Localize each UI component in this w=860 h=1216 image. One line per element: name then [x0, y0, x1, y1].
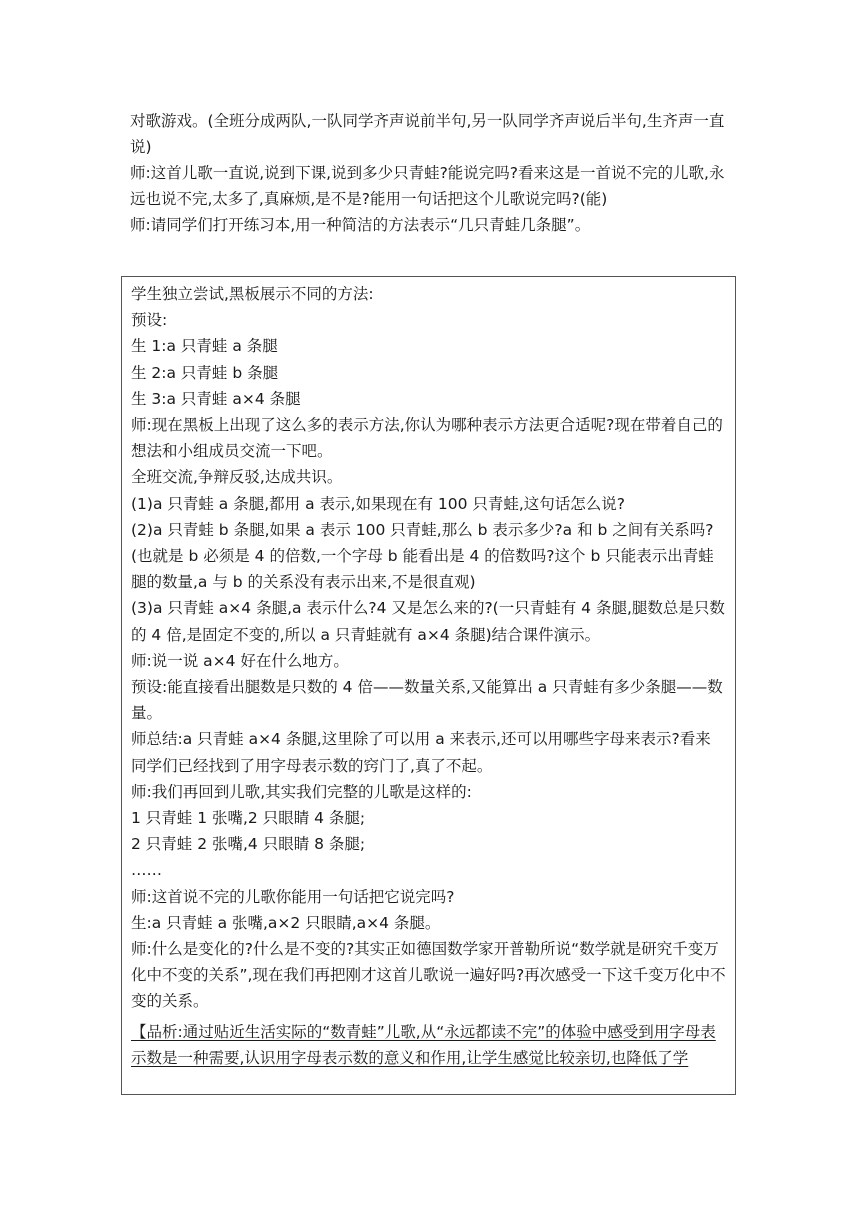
box-line: (1)a 只青蛙 a 条腿,都用 a 表示,如果现在有 100 只青蛙,这句话怎么说?: [131, 494, 626, 513]
box-line: 生 3:a 只青蛙 a×4 条腿: [131, 389, 301, 408]
box-line: 1 只青蛙 1 张嘴,2 只眼睛 4 条腿;: [131, 809, 366, 828]
box-line: 2 只青蛙 2 张嘴,4 只眼睛 8 条腿;: [131, 835, 366, 854]
box-line: 预设:能直接看出腿数是只数的 4 倍——数量关系,又能算出 a 只青蛙有多少条腿——数量。: [131, 678, 723, 723]
lesson-box: [121, 276, 736, 1095]
box-line: 全班交流,争辩反驳,达成共识。: [131, 468, 343, 487]
box-line: 师:这首说不完的儿歌你能用一句话把它说完吗?: [131, 887, 455, 906]
box-line: 师:什么是变化的?什么是不变的?其实正如德国数学家开普勒所说“数学就是研究千变万化中不变的关系”,现在我们再把刚才这首儿歌说一遍好吗?再次感受一下这千变万化中不变的关系。: [131, 940, 726, 1011]
box-line: 预设:: [131, 311, 168, 330]
box-line: 生 1:a 只青蛙 a 条腿: [131, 337, 278, 356]
box-line: 学生独立尝试,黑板展示不同的方法:: [131, 285, 374, 303]
box-line: (3)a 只青蛙 a×4 条腿,a 表示什么?4 又是怎么来的?(一只青蛙有 4 条腿,腿数总是只数的 4 倍,是固定不变的,所以 a 只青蛙就有 a×4 条腿)结合课件演示。: [131, 599, 725, 644]
box-line: 师:说一说 a×4 好在什么地方。: [131, 651, 349, 670]
box-line: 生 2:a 只青蛙 b 条腿: [131, 363, 279, 382]
box-line: 师:现在黑板上出现了这么多的表示方法,你认为哪种表示方法更合适呢?现在带着自己的想法和小组成员交流一下吧。: [131, 416, 723, 461]
intro-text: [130, 108, 735, 238]
box-line: 师:我们再回到儿歌,其实我们完整的儿歌是这样的:: [131, 782, 472, 801]
intro-paragraph: 师:这首儿歌一直说,说到下课,说到多少只青蛙?能说完吗?看来这是一首说不完的儿歌,永远也说不完,太多了,真麻烦,是不是?能用一句话把这个儿歌说完吗?(能): [130, 164, 725, 208]
intro-paragraph: 对歌游戏。(全班分成两队,一队同学齐声说前半句,另一队同学齐声说后半句,生齐声一直说): [130, 112, 725, 156]
box-line: 师总结:a 只青蛙 a×4 条腿,这里除了可以用 a 来表示,还可以用哪些字母来表示?看来同学们已经找到了用字母表示数的窍门了,真了不起。: [131, 730, 711, 775]
box-line: 生:a 只青蛙 a 张嘴,a×2 只眼睛,a×4 条腿。: [131, 913, 441, 932]
box-line: (2)a 只青蛙 b 条腿,如果 a 表示 100 只青蛙,那么 b 表示多少?a 和 b 之间有关系吗?(也就是 b 必须是 4 的倍数,一个字母 b 能看出是 4 的倍数吗?这个 b 只能表示出青蛙腿的数量,a 与 b 的关系没有表示出来,不是很直观): [131, 520, 714, 592]
box-line: ……: [131, 861, 162, 880]
intro-paragraph: 师:请同学们打开练习本,用一种简洁的方法表示“几只青蛙几条腿”。: [130, 216, 591, 234]
analysis-remark: 【品析:通过贴近生活实际的“数青蛙”儿歌,从“永远都读不完”的体验中感受到用字母表示数是一种需要,认识用字母表示数的意义和作用,让学生感觉比较亲切,也降低了学: [131, 1022, 716, 1067]
